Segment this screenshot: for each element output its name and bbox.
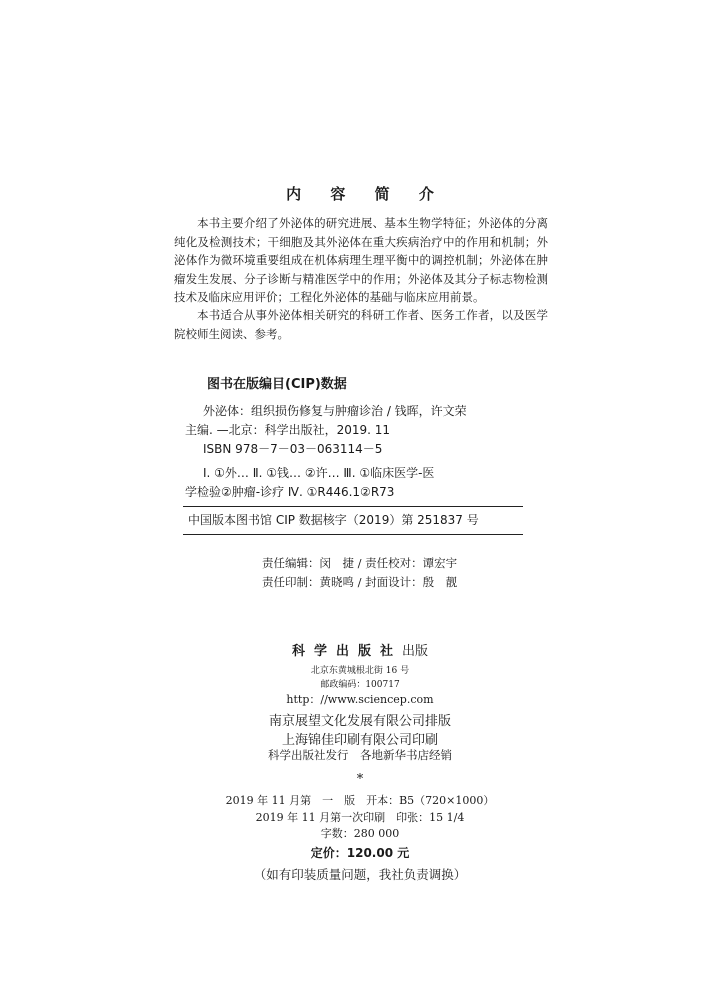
summary-paragraph-1: 本书主要介绍了外泌体的研究进展、基本生物学特征；外泌体的分离纯化及检测技术；干细胞及其外泌体在重大疾病治疗中的作用和机制；外泌体作为微环境重要组成在机体病理生理平衡中的调控机制；外泌体在肿瘤发生发展、分子诊断与精准医学中的作用；外泌体及其分子标志物检测技术及临床应用评价；工程化外泌体的基础与临床应用前景。 xyxy=(174,216,548,304)
publisher-postcode: 邮政编码：100717 xyxy=(320,680,400,690)
cip-line-1: 外泌体：组织损伤修复与肿瘤诊治 / 钱晖，许文荣 xyxy=(203,404,467,418)
publisher-address: 北京东黄城根北街 16 号 xyxy=(310,666,410,676)
cip-line-3: ISBN 978－7－03－063114－5 xyxy=(203,442,383,456)
publisher-name: 科学出版社 xyxy=(291,644,402,659)
credits-production: 责任印制：黄晓鸣 / 封面设计：殷 靓 xyxy=(262,575,458,589)
publisher-url: http：//www.sciencep.com xyxy=(286,693,434,706)
cip-divider-bottom xyxy=(183,534,523,535)
distribution-line: 科学出版社发行 各地新华书店经销 xyxy=(268,748,452,762)
edition-line: 2019 年 11 月第 一 版 开本：B5（720×1000） xyxy=(225,794,495,807)
cip-line-4: Ⅰ. ①外… Ⅱ. ①钱… ②许… Ⅲ. ①临床医学-医 xyxy=(203,466,435,480)
printer-line: 上海锦佳印刷有限公司印刷 xyxy=(281,733,438,748)
price: 定价：120.00 元 xyxy=(310,846,410,860)
separator-star: * xyxy=(356,772,364,787)
summary-paragraph-2: 本书适合从事外泌体相关研究的科研工作者、医务工作者，以及医学院校师生阅读、参考。 xyxy=(174,308,548,341)
typesetter-line: 南京展望文化发展有限公司排版 xyxy=(268,714,451,729)
quality-note: （如有印装质量问题，我社负责调换） xyxy=(253,867,467,882)
cip-record-number: 中国版本图书馆 CIP 数据核字（2019）第 251837 号 xyxy=(188,513,479,527)
cip-heading: 图书在版编目(CIP)数据 xyxy=(207,377,347,392)
publisher-line xyxy=(0,640,720,659)
cip-line-2: 主编. —北京：科学出版社，2019. 11 xyxy=(185,423,391,437)
credits-editors: 责任编辑：闵 捷 / 责任校对：谭宏宇 xyxy=(262,556,458,570)
word-count: 字数：280 000 xyxy=(320,827,400,840)
cip-divider xyxy=(183,506,523,507)
summary-title: 内 容 简 介 xyxy=(286,185,446,203)
printing-line: 2019 年 11 月第一次印刷 印张：15 1/4 xyxy=(255,811,465,824)
publisher-suffix: 出版 xyxy=(402,644,429,659)
cip-line-5: 学检验②肿瘤-诊疗 Ⅳ. ①R446.1②R73 xyxy=(185,485,395,499)
